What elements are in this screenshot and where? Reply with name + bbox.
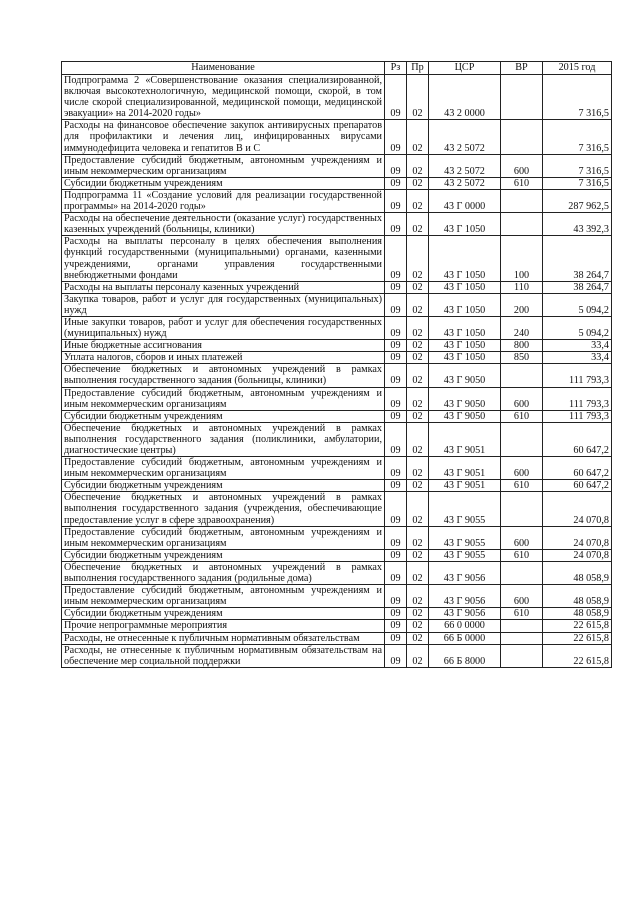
row-csr: 43 Г 9050 <box>429 387 501 410</box>
header-year: 2015 год <box>543 62 612 75</box>
row-rz: 09 <box>385 387 407 410</box>
row-vr: 240 <box>501 316 543 339</box>
row-name: Обеспечение бюджетных и автономных учреждений в рамках выполнения государственного задания (родильные дома) <box>62 561 385 584</box>
row-vr <box>501 632 543 644</box>
row-pr: 02 <box>407 387 429 410</box>
table-row <box>62 75 612 120</box>
row-name: Субсидии бюджетным учреждениям <box>62 549 385 561</box>
row-name: Обеспечение бюджетных и автономных учреждений в рамках выполнения государственного задания (учреждения, обеспечивающие предоставление услуг в сфере здравоохранения) <box>62 492 385 526</box>
row-rz: 09 <box>385 644 407 667</box>
row-pr: 02 <box>407 410 429 422</box>
row-rz: 09 <box>385 213 407 236</box>
row-vr <box>501 644 543 667</box>
row-csr: 43 Г 9055 <box>429 526 501 549</box>
row-csr: 43 Г 9051 <box>429 480 501 492</box>
row-vr <box>501 364 543 387</box>
row-sum: 22 615,8 <box>543 632 612 644</box>
row-rz: 09 <box>385 492 407 526</box>
row-sum: 287 962,5 <box>543 189 612 212</box>
row-vr <box>501 213 543 236</box>
row-csr: 43 2 5072 <box>429 120 501 154</box>
row-pr: 02 <box>407 75 429 120</box>
table-row <box>62 340 612 352</box>
row-csr: 66 Б 8000 <box>429 644 501 667</box>
row-rz: 09 <box>385 561 407 584</box>
row-csr: 43 Г 9056 <box>429 585 501 608</box>
table-row <box>62 457 612 480</box>
row-pr: 02 <box>407 364 429 387</box>
row-name: Подпрограмма 11 «Создание условий для реализации государственной программы» на 2014-2020 годы» <box>62 189 385 212</box>
row-rz: 09 <box>385 154 407 177</box>
row-sum: 111 793,3 <box>543 387 612 410</box>
row-name: Субсидии бюджетным учреждениям <box>62 608 385 620</box>
row-csr: 43 Г 1050 <box>429 281 501 293</box>
budget-table <box>61 61 612 668</box>
row-rz: 09 <box>385 281 407 293</box>
row-name: Субсидии бюджетным учреждениям <box>62 410 385 422</box>
row-rz: 09 <box>385 316 407 339</box>
row-pr: 02 <box>407 236 429 281</box>
row-rz: 09 <box>385 422 407 456</box>
row-csr: 43 Г 9050 <box>429 364 501 387</box>
row-csr: 43 2 5072 <box>429 154 501 177</box>
row-sum: 111 793,3 <box>543 410 612 422</box>
row-csr: 43 Г 1050 <box>429 352 501 364</box>
row-rz: 09 <box>385 608 407 620</box>
row-vr: 850 <box>501 352 543 364</box>
row-sum: 7 316,5 <box>543 120 612 154</box>
row-name: Обеспечение бюджетных и автономных учреждений в рамках выполнения государственного задания (поликлиники, амбулатории, диагностические центры) <box>62 422 385 456</box>
row-pr: 02 <box>407 422 429 456</box>
row-csr: 66 Б 0000 <box>429 632 501 644</box>
row-rz: 09 <box>385 236 407 281</box>
table-row <box>62 585 612 608</box>
row-pr: 02 <box>407 526 429 549</box>
row-vr <box>501 189 543 212</box>
table-row <box>62 120 612 154</box>
row-pr: 02 <box>407 549 429 561</box>
table-row <box>62 480 612 492</box>
row-pr: 02 <box>407 620 429 632</box>
row-rz: 09 <box>385 340 407 352</box>
table-row <box>62 236 612 281</box>
row-name: Предоставление субсидий бюджетным, автономным учреждениям и иным некоммерческим организациям <box>62 585 385 608</box>
row-csr: 43 Г 9051 <box>429 457 501 480</box>
header-csr: ЦСР <box>429 62 501 75</box>
table-row <box>62 526 612 549</box>
table-row <box>62 189 612 212</box>
row-sum: 111 793,3 <box>543 364 612 387</box>
row-sum: 22 615,8 <box>543 620 612 632</box>
row-pr: 02 <box>407 632 429 644</box>
row-pr: 02 <box>407 281 429 293</box>
row-pr: 02 <box>407 189 429 212</box>
row-name: Расходы на выплаты персоналу казенных учреждений <box>62 281 385 293</box>
row-rz: 09 <box>385 410 407 422</box>
row-rz: 09 <box>385 526 407 549</box>
row-csr: 43 2 5072 <box>429 177 501 189</box>
row-csr: 43 Г 9055 <box>429 549 501 561</box>
row-vr: 110 <box>501 281 543 293</box>
table-row <box>62 422 612 456</box>
row-csr: 43 Г 1050 <box>429 316 501 339</box>
row-sum: 7 316,5 <box>543 154 612 177</box>
row-csr: 43 Г 9056 <box>429 561 501 584</box>
table-row <box>62 213 612 236</box>
table-row <box>62 364 612 387</box>
row-rz: 09 <box>385 352 407 364</box>
row-csr: 43 Г 9055 <box>429 492 501 526</box>
row-vr <box>501 620 543 632</box>
row-name: Подпрограмма 2 «Совершенствование оказания специализированной, включая высокотехнологичную, медицинской помощи, скорой, в том числе скорой специализированной, медицинской помощи, медицинской эвакуации» на 2014-2020 годы» <box>62 75 385 120</box>
header-vr: ВР <box>501 62 543 75</box>
row-rz: 09 <box>385 293 407 316</box>
row-sum: 5 094,2 <box>543 316 612 339</box>
row-sum: 60 647,2 <box>543 480 612 492</box>
header-row <box>62 62 612 75</box>
row-vr: 600 <box>501 387 543 410</box>
row-pr: 02 <box>407 480 429 492</box>
row-name: Закупка товаров, работ и услуг для государственных (муниципальных) нужд <box>62 293 385 316</box>
row-vr: 610 <box>501 549 543 561</box>
row-csr: 66 0 0000 <box>429 620 501 632</box>
row-pr: 02 <box>407 340 429 352</box>
row-sum: 38 264,7 <box>543 281 612 293</box>
row-name: Предоставление субсидий бюджетным, автономным учреждениям и иным некоммерческим организациям <box>62 457 385 480</box>
row-name: Предоставление субсидий бюджетным, автономным учреждениям и иным некоммерческим организациям <box>62 387 385 410</box>
row-sum: 38 264,7 <box>543 236 612 281</box>
row-name: Иные закупки товаров, работ и услуг для обеспечения государственных (муниципальных) нужд <box>62 316 385 339</box>
table-row <box>62 293 612 316</box>
row-pr: 02 <box>407 177 429 189</box>
row-sum: 7 316,5 <box>543 177 612 189</box>
row-sum: 60 647,2 <box>543 457 612 480</box>
row-vr: 600 <box>501 154 543 177</box>
row-csr: 43 Г 9051 <box>429 422 501 456</box>
row-pr: 02 <box>407 608 429 620</box>
table-row <box>62 644 612 667</box>
header-pr: Пр <box>407 62 429 75</box>
table-row <box>62 608 612 620</box>
row-name: Расходы, не отнесенные к публичным нормативным обязательствам <box>62 632 385 644</box>
row-sum: 7 316,5 <box>543 75 612 120</box>
row-vr: 610 <box>501 177 543 189</box>
row-pr: 02 <box>407 644 429 667</box>
row-sum: 33,4 <box>543 340 612 352</box>
header-name: Наименование <box>62 62 385 75</box>
row-pr: 02 <box>407 457 429 480</box>
row-csr: 43 Г 1050 <box>429 236 501 281</box>
row-vr: 610 <box>501 608 543 620</box>
row-csr: 43 2 0000 <box>429 75 501 120</box>
row-sum: 43 392,3 <box>543 213 612 236</box>
row-name: Уплата налогов, сборов и иных платежей <box>62 352 385 364</box>
row-vr: 800 <box>501 340 543 352</box>
row-sum: 48 058,9 <box>543 608 612 620</box>
table-row <box>62 316 612 339</box>
row-name: Расходы, не отнесенные к публичным нормативным обязательствам на обеспечение мер социальной поддержки <box>62 644 385 667</box>
row-pr: 02 <box>407 293 429 316</box>
row-vr <box>501 75 543 120</box>
row-name: Иные бюджетные ассигнования <box>62 340 385 352</box>
row-pr: 02 <box>407 120 429 154</box>
row-pr: 02 <box>407 213 429 236</box>
row-vr <box>501 422 543 456</box>
row-pr: 02 <box>407 352 429 364</box>
table-row <box>62 352 612 364</box>
row-name: Обеспечение бюджетных и автономных учреждений в рамках выполнения государственного задания (больницы, клиники) <box>62 364 385 387</box>
row-csr: 43 Г 9056 <box>429 608 501 620</box>
row-vr: 100 <box>501 236 543 281</box>
row-sum: 22 615,8 <box>543 644 612 667</box>
row-vr <box>501 492 543 526</box>
table-row <box>62 387 612 410</box>
row-sum: 5 094,2 <box>543 293 612 316</box>
row-sum: 33,4 <box>543 352 612 364</box>
table-row <box>62 492 612 526</box>
row-rz: 09 <box>385 457 407 480</box>
row-rz: 09 <box>385 480 407 492</box>
header-rz: Рз <box>385 62 407 75</box>
row-sum: 48 058,9 <box>543 561 612 584</box>
row-pr: 02 <box>407 561 429 584</box>
row-name: Предоставление субсидий бюджетным, автономным учреждениям и иным некоммерческим организациям <box>62 526 385 549</box>
row-vr: 600 <box>501 526 543 549</box>
table-row <box>62 549 612 561</box>
row-rz: 09 <box>385 364 407 387</box>
row-name: Расходы на финансовое обеспечение закупок антивирусных препаратов для профилактики и лечения лиц, инфицированных вирусами иммунодефицита человека и гепатитов В и С <box>62 120 385 154</box>
table-row <box>62 620 612 632</box>
row-rz: 09 <box>385 75 407 120</box>
row-name: Прочие непрограммные мероприятия <box>62 620 385 632</box>
row-sum: 24 070,8 <box>543 549 612 561</box>
row-sum: 24 070,8 <box>543 492 612 526</box>
row-rz: 09 <box>385 120 407 154</box>
table-row <box>62 154 612 177</box>
row-vr <box>501 120 543 154</box>
row-name: Расходы на выплаты персоналу в целях обеспечения выполнения функций государственными (муниципальными) органами, казенными учреждениями, органами управления государственными внебюджетными фондами <box>62 236 385 281</box>
row-rz: 09 <box>385 549 407 561</box>
row-sum: 48 058,9 <box>543 585 612 608</box>
row-rz: 09 <box>385 585 407 608</box>
table-row <box>62 632 612 644</box>
row-rz: 09 <box>385 620 407 632</box>
row-pr: 02 <box>407 154 429 177</box>
table-row <box>62 410 612 422</box>
row-rz: 09 <box>385 177 407 189</box>
row-csr: 43 Г 1050 <box>429 213 501 236</box>
row-pr: 02 <box>407 492 429 526</box>
row-sum: 24 070,8 <box>543 526 612 549</box>
row-vr: 610 <box>501 410 543 422</box>
row-rz: 09 <box>385 632 407 644</box>
row-vr: 600 <box>501 585 543 608</box>
row-vr: 600 <box>501 457 543 480</box>
row-vr: 610 <box>501 480 543 492</box>
table-row <box>62 281 612 293</box>
row-pr: 02 <box>407 585 429 608</box>
row-name: Субсидии бюджетным учреждениям <box>62 177 385 189</box>
table-row <box>62 561 612 584</box>
row-name: Предоставление субсидий бюджетным, автономным учреждениям и иным некоммерческим организациям <box>62 154 385 177</box>
row-pr: 02 <box>407 316 429 339</box>
row-csr: 43 Г 1050 <box>429 340 501 352</box>
row-vr: 200 <box>501 293 543 316</box>
row-vr <box>501 561 543 584</box>
row-name: Субсидии бюджетным учреждениям <box>62 480 385 492</box>
table-row <box>62 177 612 189</box>
row-name: Расходы на обеспечение деятельности (оказание услуг) государственных казенных учреждений (больницы, клиники) <box>62 213 385 236</box>
row-rz: 09 <box>385 189 407 212</box>
row-csr: 43 Г 0000 <box>429 189 501 212</box>
row-sum: 60 647,2 <box>543 422 612 456</box>
row-csr: 43 Г 1050 <box>429 293 501 316</box>
row-csr: 43 Г 9050 <box>429 410 501 422</box>
